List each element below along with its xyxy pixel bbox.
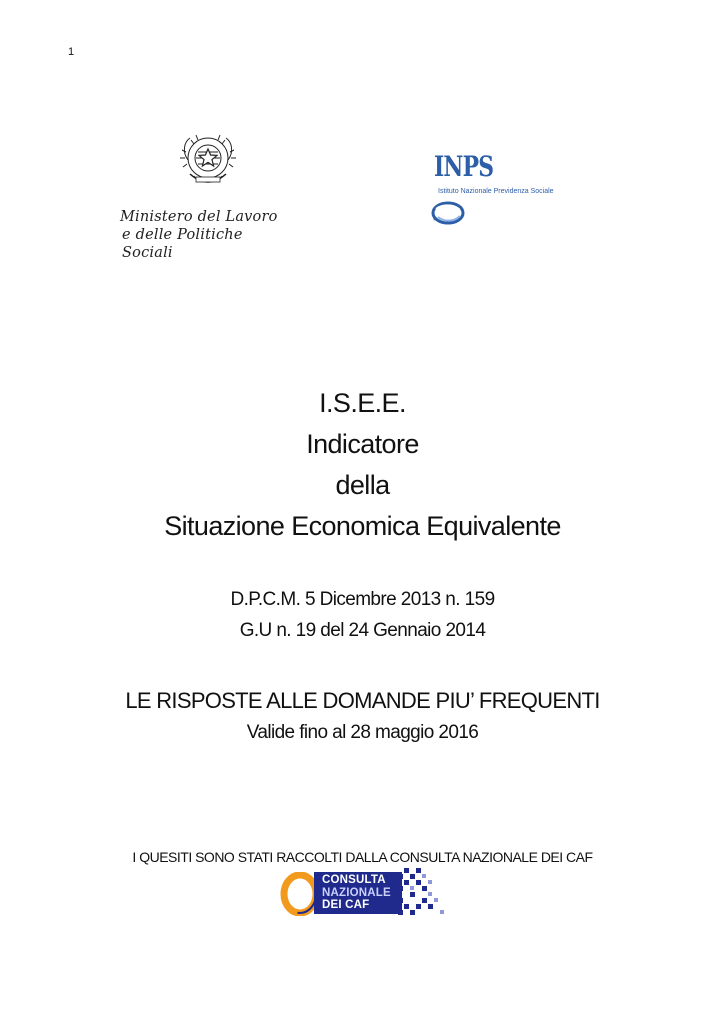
document-title [0, 383, 725, 547]
legal-references [0, 584, 725, 646]
caf-line2: NAZIONALE [322, 886, 391, 899]
ministero-line2: e delle Politiche Sociali [122, 227, 243, 261]
ministero-name [120, 208, 295, 262]
caf-line1: CONSULTA [322, 874, 386, 886]
collected-note: I QUESITI SONO STATI RACCOLTI DALLA CONSULTA NAZIONALE DEI CAF [132, 849, 593, 865]
caf-line3: DEI CAF [322, 899, 370, 911]
dpcm-reference: D.P.C.M. 5 Dicembre 2013 n. 159 [230, 589, 495, 610]
page-number: 1 [68, 46, 75, 58]
caf-pixel-pattern-icon [398, 868, 448, 916]
ministero-logo [120, 130, 295, 261]
inps-wordmark: INPS [434, 150, 494, 183]
gazzetta-reference: G.U n. 19 del 24 Gennaio 2014 [239, 620, 486, 641]
ministero-line1: Ministero del Lavoro [120, 209, 278, 225]
title-line-2: Indicatore [306, 429, 419, 459]
consulta-caf-logo [280, 868, 448, 920]
inps-swirl-icon [430, 200, 466, 226]
inps-logo [430, 150, 570, 230]
title-line-acronym: I.S.E.E. [319, 388, 406, 418]
title-line-4: Situazione Economica Equivalente [164, 511, 561, 541]
faq-heading: LE RISPOSTE ALLE DOMANDE PIU’ FREQUENTI [125, 688, 600, 713]
caf-name-box [314, 872, 402, 914]
inps-subtitle: Istituto Nazionale Previdenza Sociale [438, 188, 554, 195]
validity-date: Valide fino al 28 maggio 2016 [246, 722, 479, 743]
italian-republic-emblem-icon [176, 130, 240, 192]
title-line-3: della [335, 470, 390, 500]
